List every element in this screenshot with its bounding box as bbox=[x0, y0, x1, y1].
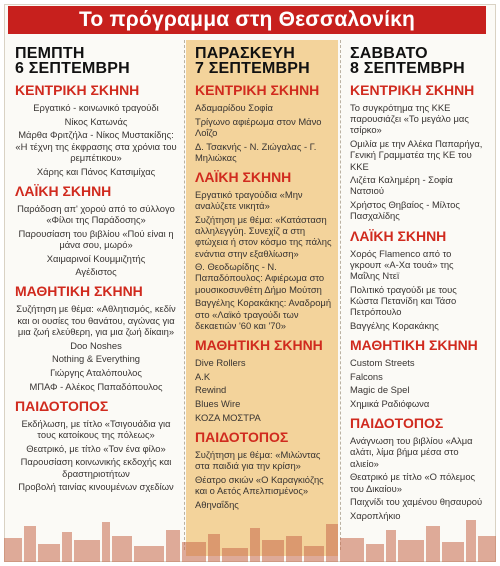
day-heading-line: ΣΑΒΒΑΤΟ bbox=[350, 45, 428, 62]
program-item: Doo Noshes bbox=[70, 339, 122, 351]
program-item: Θεατρικό, με τίτλο «Τον ένα φίλο» bbox=[26, 442, 166, 454]
program-item: Χημικά Ραδιόφωνα bbox=[350, 398, 430, 410]
program-item: Θέατρο σκιών «Ο Καραγκιόζης και ο Αετός Απελπισμένος» bbox=[195, 473, 324, 497]
day-heading bbox=[15, 46, 177, 76]
program-item: ΚΟΖΑ ΜΟΣΤΡΑ bbox=[195, 411, 261, 423]
program-item: Προβολή ταινίας κινουμένων σχεδίων bbox=[18, 481, 174, 493]
program-item: ΜΠΑΦ - Αλέκος Παπαδόπουλος bbox=[29, 380, 163, 392]
program-item: Πολιτικό τραγούδι με τους Κώστα Πετανίδη και Τάσο Πετρόπουλο bbox=[350, 283, 457, 318]
program-item: Εκδήλωση, με τίτλο «Τσιγουάδια για τους κατοίκους της πόλεως» bbox=[21, 417, 171, 441]
stage-heading: ΠΑΙΔΟΤΟΠΟΣ bbox=[195, 428, 289, 445]
stage-heading: ΛΑΪΚΗ ΣΚΗΝΗ bbox=[350, 227, 447, 244]
day-column-thursday bbox=[7, 40, 183, 556]
program-item: Dive Rollers bbox=[195, 356, 246, 368]
program-item: Νίκος Κατωνάς bbox=[64, 115, 128, 127]
program-item: A.K bbox=[195, 370, 211, 382]
day-heading bbox=[195, 46, 332, 76]
stage-heading: ΜΑΘΗΤΙΚΗ ΣΚΗΝΗ bbox=[195, 336, 323, 353]
program-item: Το συγκρότημα της ΚΚΕ παρουσιάζει «Το μεγάλο μας τσίρκο» bbox=[350, 102, 469, 136]
program-item: Αθηναΐδης bbox=[195, 498, 239, 510]
stage-heading: ΠΑΙΔΟΤΟΠΟΣ bbox=[15, 397, 109, 414]
day-heading-line: 6 ΣΕΠΤΕΜΒΡΗ bbox=[15, 60, 130, 77]
program-item: Θ. Θεοδωρίδης - Ν. Παπαδόπουλος: Αφιέρωμα στο μουσικοσυνθέτη Δήμο Μούτση bbox=[195, 261, 325, 295]
program-item: Γιώργης Αταλόπουλος bbox=[50, 366, 142, 378]
stage-heading: ΛΑΪΚΗ ΣΚΗΝΗ bbox=[15, 182, 112, 199]
stage-heading: ΛΑΪΚΗ ΣΚΗΝΗ bbox=[195, 169, 292, 186]
stage-heading: ΚΕΝΤΡΙΚΗ ΣΚΗΝΗ bbox=[350, 82, 475, 98]
day-heading bbox=[350, 46, 484, 76]
program-item: Εργατικό τραγούδια «Μην αναλύζετε νικητά» bbox=[195, 189, 303, 212]
program-item: Ομιλία με την Αλέκα Παπαρήγα, Γενική Γραμματέα της ΚΕ του ΚΚΕ bbox=[350, 138, 483, 172]
program-item: Παρουσίαση του βιβλίου «Πού είναι η μάνα σου, μωρό» bbox=[18, 227, 174, 250]
program-item: Βαγγέλης Κορακάκης: Αναδρομή στο «Λαϊκό τραγούδι των δεκαετιών '60 και '70» bbox=[195, 297, 332, 331]
program-item: Συζήτηση με θέμα: «Αθλητισμός, κεδίν και οι ουσίες του θανάτου, αγώνας για μια ζωή ελεύθερη, για μια ζωή δίκαιη» bbox=[16, 303, 176, 337]
program-item: Αδαμαρίδου Σοφία bbox=[195, 102, 273, 113]
program-item: Ανάγνωση του βιβλίου «Αλμα αλάτι, λίμα βήμα μέσα στο αλιείο» bbox=[350, 435, 473, 469]
day-heading-line: ΠΕΜΠΤΗ bbox=[15, 45, 85, 62]
program-item: Παρουσίαση κοινωνικής εκδοχής και δραστηριοτήτων bbox=[20, 456, 172, 479]
program-item: Τρίγωνο αφιέρωμα στον Μάνο Λοΐζο bbox=[195, 115, 322, 138]
program-item: Χαροπλήκιο bbox=[350, 509, 401, 521]
column-divider bbox=[184, 40, 186, 550]
program-item: Falcons bbox=[350, 370, 383, 382]
program-item: Παράδοση απ' χορού από το σύλλογο «Φίλοι της Παράδοσης» bbox=[17, 202, 175, 225]
program-item: Χάρης και Πάνος Κατσιμίχας bbox=[36, 165, 156, 177]
program-item: Χορός Flamenco από το γκρουπ «Α-Χα τουά» της Μαΐλης Ντεϊ bbox=[350, 247, 454, 281]
program-item: Συζήτηση με θέμα: «Μιλώντας στα παιδιά για την κρίση» bbox=[195, 448, 321, 472]
program-item: Custom Streets bbox=[350, 356, 415, 368]
program-item: Εργατικό - κοινωνικό τραγούδι bbox=[33, 102, 159, 113]
program-item: Χαιμαρινοί Κουμμιζητής bbox=[46, 252, 146, 264]
program-item: Βαγγέλης Κορακάκης bbox=[350, 319, 439, 331]
program-item: Λιζέτα Καλημέρη - Σοφία Νατσιού bbox=[350, 174, 453, 197]
day-heading-line: 8 ΣΕΠΤΕΜΒΡΗ bbox=[350, 60, 465, 77]
stage-heading: ΜΑΘΗΤΙΚΗ ΣΚΗΝΗ bbox=[15, 283, 143, 300]
program-item: Nothing & Everything bbox=[51, 353, 141, 365]
program-item: Παιχνίδι του χαμένου θησαυρού bbox=[350, 496, 483, 508]
page-title: Το πρόγραμμα στη Θεσσαλονίκη bbox=[8, 6, 486, 34]
program-item: Αγέδιστος bbox=[75, 266, 117, 278]
program-item: Magic de Spel bbox=[350, 384, 410, 396]
program-item: Blues Wire bbox=[195, 398, 241, 410]
day-heading-line: ΠΑΡΑΣΚΕΥΗ bbox=[195, 45, 296, 62]
stage-heading: ΜΑΘΗΤΙΚΗ ΣΚΗΝΗ bbox=[350, 336, 478, 353]
program-item: Θεατρικό με τίτλο «Ο πόλεμος του Δικαίου» bbox=[350, 471, 476, 494]
day-column-saturday bbox=[342, 40, 490, 556]
program-item: Δ. Τσακνής - Ν. Ζιώγαλας - Γ. Μηλιώκας bbox=[195, 140, 317, 163]
program-item: Rewind bbox=[195, 384, 227, 396]
stage-heading: ΠΑΙΔΟΤΟΠΟΣ bbox=[350, 415, 444, 432]
column-divider bbox=[340, 40, 342, 550]
stage-heading: ΚΕΝΤΡΙΚΗ ΣΚΗΝΗ bbox=[195, 82, 320, 98]
program-item: Συζήτηση με θέμα: «Κατάσταση αλληλεγγύη. Συνεχίζ α στη φτώχεια ή στον κόσμο της πάλης ενάντια στην εξαθλίωση» bbox=[195, 213, 332, 259]
program-item: Χρήστος Θηβαίος - Μίλτος Πασχαλίδης bbox=[350, 199, 460, 222]
program-item: Μάρθα Φριτζήλα - Νίκος Μυστακίδης: «Η τέχνη της έκφρασης στα χρόνια του ρεμπέτικου» bbox=[15, 129, 177, 163]
day-column-friday bbox=[186, 40, 338, 556]
stage-heading: ΚΕΝΤΡΙΚΗ ΣΚΗΝΗ bbox=[15, 82, 140, 98]
day-heading-line: 7 ΣΕΠΤΕΜΒΡΗ bbox=[195, 60, 310, 77]
